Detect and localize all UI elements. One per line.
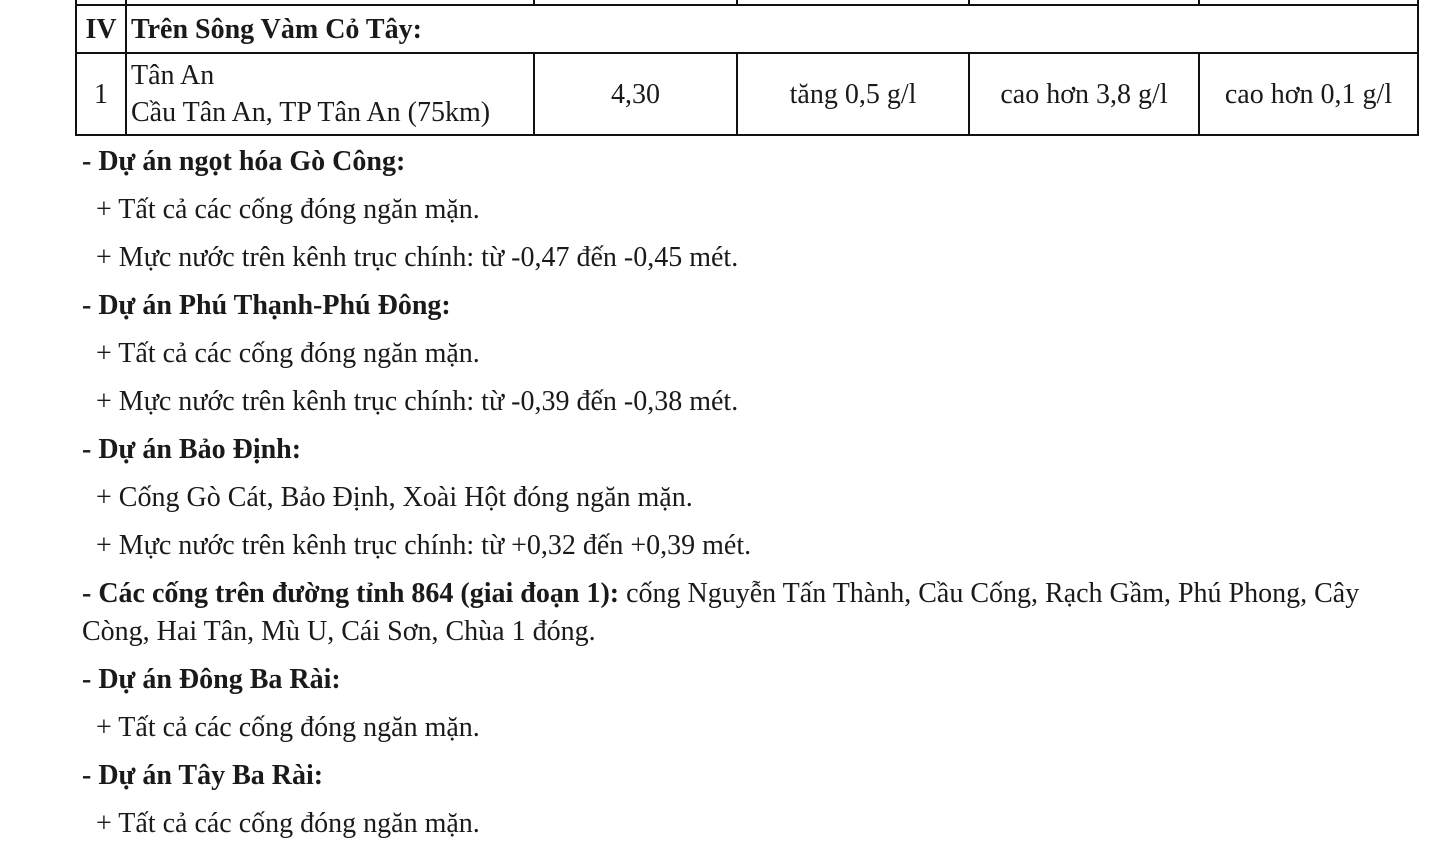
- row-salinity-value: 4,30: [534, 53, 737, 135]
- paragraph-text: cống Nguyễn Tấn Thành, Cầu Cống, Rạch Gầm, Phú Phong, Cây Còng, Hai Tân, Mù U, Cái Sơn, Chùa 1 đóng.: [82, 578, 1360, 647]
- provincial-road-864-paragraph: [82, 570, 1382, 656]
- project-phu-thanh-phu-dong: [82, 282, 1382, 426]
- list-item: + Tất cả các cống đóng ngăn mặn.: [96, 194, 480, 225]
- list-item: + Tất cả các cống đóng ngăn mặn.: [96, 338, 480, 369]
- section-heading: - Dự án Tây Ba Rài:: [82, 760, 324, 791]
- row-compare-2: cao hơn 0,1 g/l: [1199, 53, 1418, 135]
- salinity-table-grid: [75, 0, 1419, 136]
- section-title: Trên Sông Vàm Cỏ Tây:: [126, 5, 1418, 53]
- row-number: 1: [76, 53, 126, 135]
- location-station: Tân An: [131, 60, 215, 91]
- section-heading: - Dự án ngọt hóa Gò Công:: [82, 146, 406, 177]
- list-item: + Tất cả các cống đóng ngăn mặn.: [96, 712, 480, 743]
- project-go-cong: [82, 138, 1382, 282]
- list-item: + Cống Gò Cát, Bảo Định, Xoài Hột đóng ngăn mặn.: [96, 482, 693, 513]
- section-heading: - Dự án Đông Ba Rài:: [82, 664, 341, 695]
- section-heading: - Dự án Phú Thạnh-Phú Đông:: [82, 290, 451, 321]
- table-row: [76, 53, 1418, 135]
- row-change: tăng 0,5 g/l: [737, 53, 969, 135]
- list-item: + Mực nước trên kênh trục chính: từ +0,32 đến +0,39 mét.: [96, 530, 752, 561]
- table-section-row: [76, 5, 1418, 53]
- list-item: + Tất cả các cống đóng ngăn mặn.: [96, 808, 480, 839]
- list-item: + Mực nước trên kênh trục chính: từ -0,39 đến -0,38 mét.: [96, 386, 739, 417]
- report-body: [82, 138, 1382, 848]
- project-dong-ba-rai: [82, 656, 1382, 752]
- section-number: IV: [76, 5, 126, 53]
- location-detail: Cầu Tân An, TP Tân An (75km): [131, 97, 491, 128]
- salinity-table: [75, 0, 1417, 136]
- row-compare-1: cao hơn 3,8 g/l: [969, 53, 1199, 135]
- row-location: [126, 53, 534, 135]
- list-item: + Mực nước trên kênh trục chính: từ -0,47 đến -0,45 mét.: [96, 242, 739, 273]
- project-tay-ba-rai: [82, 752, 1382, 848]
- section-heading: - Dự án Bảo Định:: [82, 434, 302, 465]
- paragraph-bold-lead: - Các cống trên đường tỉnh 864 (giai đoạn 1):: [82, 578, 620, 609]
- project-bao-dinh: [82, 426, 1382, 570]
